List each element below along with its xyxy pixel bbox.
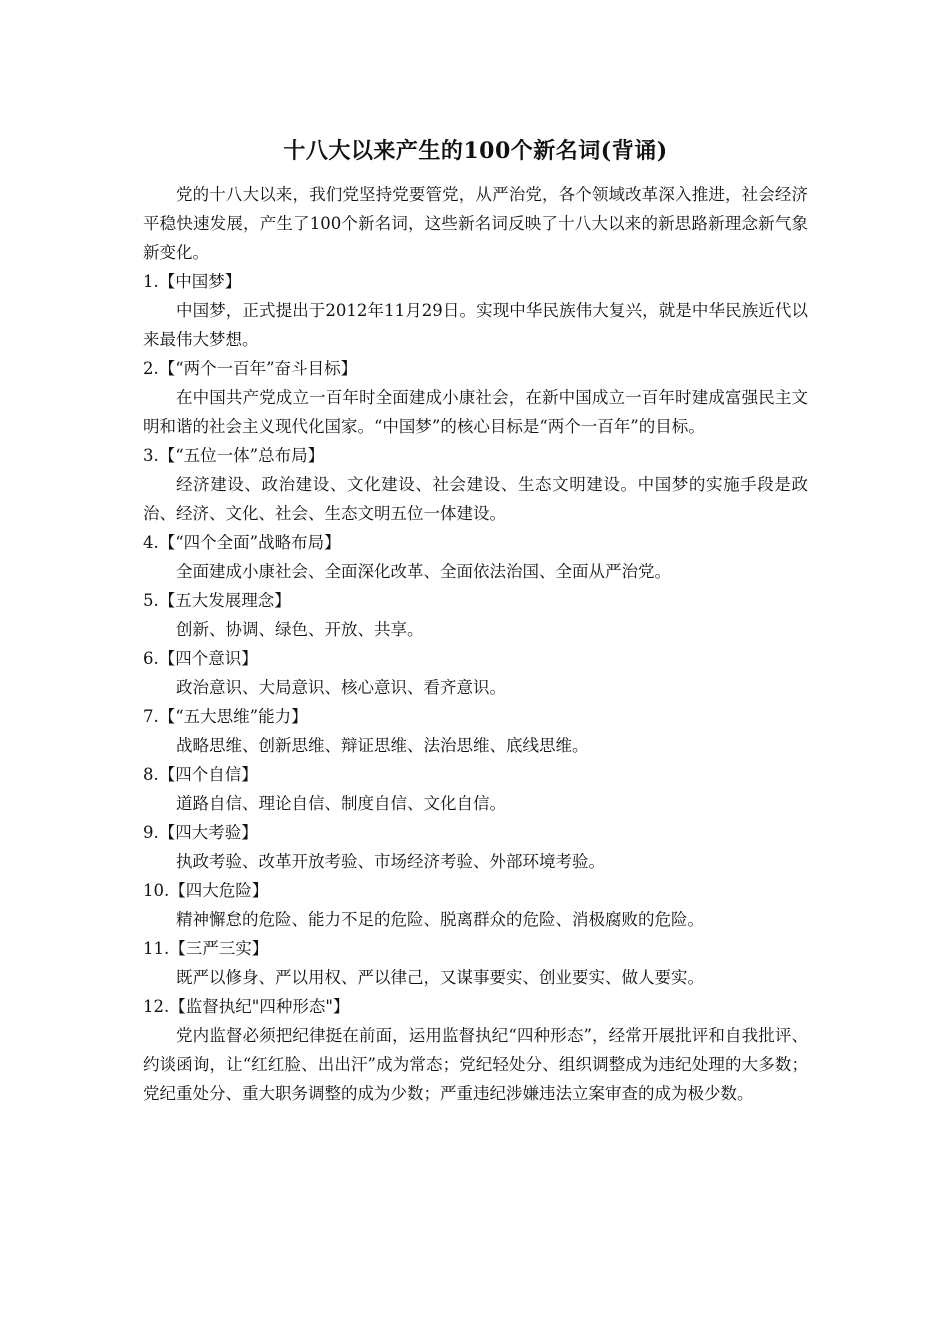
term-heading: 4.【“四个全面”战略布局】 — [143, 533, 341, 552]
intro-paragraph: 党的十八大以来，我们党坚持党要管党，从严治党，各个领域改革深入推进，社会经济平稳快速发展，产生了100个新名词，这些新名词反映了十八大以来的新思路新理念新气象新变化。 — [143, 185, 808, 262]
term-body: 党内监督必须把纪律挺在前面，运用监督执纪“四种形态”，经常开展批评和自我批评、约谈函询，让“红红脸、出出汗”成为常态；党纪轻处分、组织调整成为违纪处理的大多数；党纪重处分、重大职务调整的成为少数；严重违纪涉嫌违法立案审查的成为极少数。 — [143, 1026, 808, 1103]
term-body: 创新、协调、绿色、开放、共享。 — [176, 620, 424, 639]
term-body: 精神懈怠的危险、能力不足的危险、脱离群众的危险、消极腐败的危险。 — [176, 910, 704, 929]
term-body: 战略思维、创新思维、辩证思维、法治思维、底线思维。 — [176, 736, 589, 755]
term-body: 道路自信、理论自信、制度自信、文化自信。 — [176, 794, 506, 813]
term-heading: 3.【“五位一体”总布局】 — [143, 446, 325, 465]
term-heading: 6.【四个意识】 — [143, 649, 258, 668]
term-item — [143, 934, 808, 992]
term-heading: 11.【三严三实】 — [143, 939, 269, 958]
term-item — [143, 702, 808, 760]
document-title: 十八大以来产生的100个新名词(背诵) — [283, 138, 668, 164]
term-item — [143, 818, 808, 876]
term-item — [143, 354, 808, 441]
term-item — [143, 760, 808, 818]
term-body: 全面建成小康社会、全面深化改革、全面依法治国、全面从严治党。 — [176, 562, 671, 581]
term-heading: 10.【四大危险】 — [143, 881, 269, 900]
term-heading: 8.【四个自信】 — [143, 765, 258, 784]
document-page — [143, 134, 808, 1108]
term-heading: 12.【监督执纪"四种形态"】 — [143, 997, 350, 1016]
term-heading: 9.【四大考验】 — [143, 823, 258, 842]
term-item — [143, 586, 808, 644]
term-item — [143, 876, 808, 934]
term-body: 执政考验、改革开放考验、市场经济考验、外部环境考验。 — [176, 852, 605, 871]
term-item — [143, 528, 808, 586]
term-heading: 5.【五大发展理念】 — [143, 591, 291, 610]
term-body: 政治意识、大局意识、核心意识、看齐意识。 — [176, 678, 506, 697]
term-heading: 1.【中国梦】 — [143, 272, 242, 291]
term-heading: 7.【“五大思维”能力】 — [143, 707, 308, 726]
term-item — [143, 267, 808, 354]
term-heading: 2.【“两个一百年”奋斗目标】 — [143, 359, 358, 378]
term-body: 既严以修身、严以用权、严以律己，又谋事要实、创业要实、做人要实。 — [176, 968, 704, 987]
term-body: 中国梦，正式提出于2012年11月29日。实现中华民族伟大复兴，就是中华民族近代以来最伟大梦想。 — [143, 301, 808, 349]
term-body: 在中国共产党成立一百年时全面建成小康社会，在新中国成立一百年时建成富强民主文明和谐的社会主义现代化国家。“中国梦”的核心目标是“两个一百年”的目标。 — [143, 388, 808, 436]
term-item — [143, 441, 808, 528]
term-item — [143, 644, 808, 702]
term-body: 经济建设、政治建设、文化建设、社会建设、生态文明建设。中国梦的实施手段是政治、经济、文化、社会、生态文明五位一体建设。 — [143, 475, 808, 523]
term-item — [143, 992, 808, 1108]
